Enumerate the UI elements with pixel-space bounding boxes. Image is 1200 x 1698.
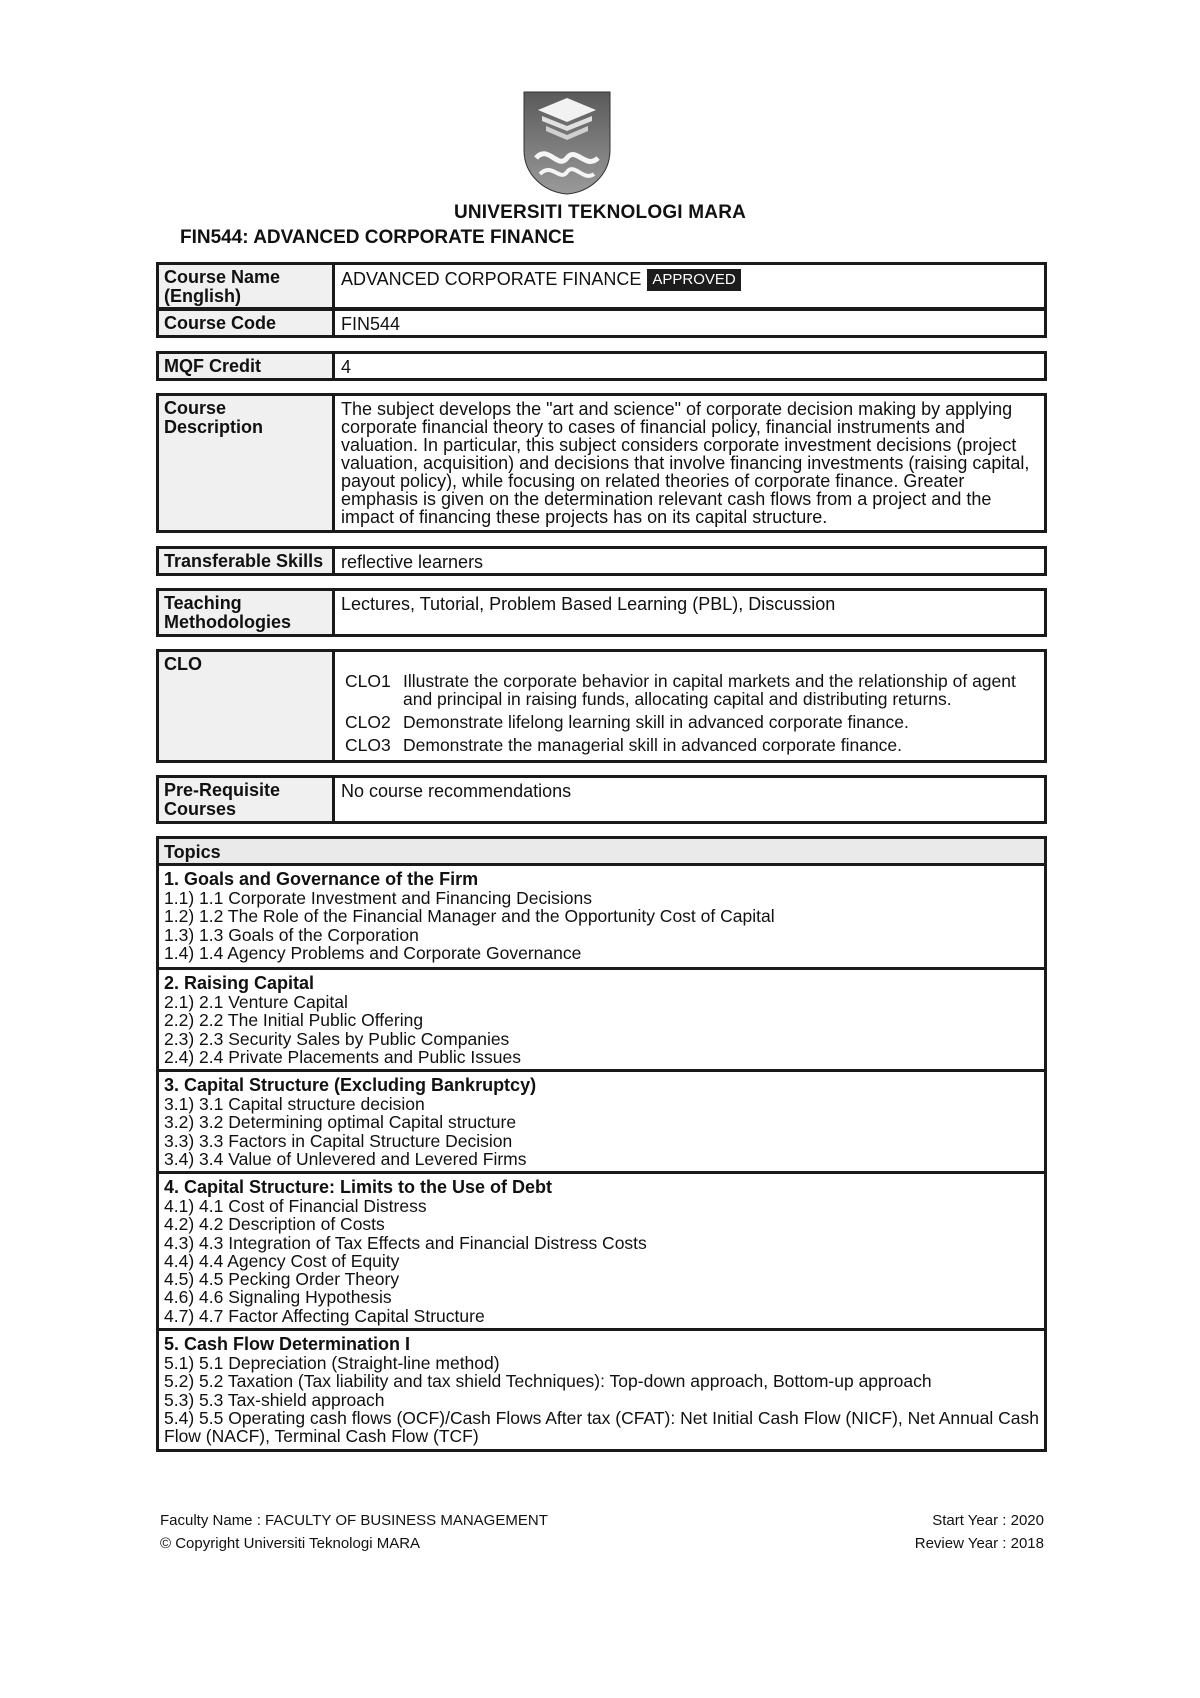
- course-name-value: [335, 265, 1044, 307]
- prerequisite-value: No course recommendations: [341, 781, 572, 801]
- subtopic: 4.6) 4.6 Signaling Hypothesis: [164, 1287, 392, 1308]
- subtopic: 1.2) 1.2 The Role of the Financial Manager and the Opportunity Cost of Capital: [164, 906, 775, 927]
- uitm-crest-icon: [522, 90, 612, 196]
- clo-code: CLO1: [345, 671, 391, 691]
- subtopic: 2.1) 2.1 Venture Capital: [164, 992, 348, 1012]
- teaching-methodologies-label: Teaching Methodologies: [159, 591, 335, 634]
- subtopic: 2.2) 2.2 The Initial Public Offering: [164, 1010, 424, 1031]
- subtopic: 4.3) 4.3 Integration of Tax Effects and Financial Distress Costs: [164, 1232, 647, 1253]
- topic-block: [159, 967, 1044, 1069]
- subtopic: 1.1) 1.1 Corporate Investment and Financing Decisions: [164, 888, 593, 908]
- clo-table: [345, 670, 1038, 757]
- topic-title: 5. Cash Flow Determination I: [164, 1334, 411, 1354]
- course-code-label: Course Code: [159, 311, 335, 335]
- clo-item: [345, 711, 1038, 734]
- subtopic: 4.1) 4.1 Cost of Financial Distress: [164, 1196, 427, 1216]
- subtopic: 4.5) 4.5 Pecking Order Theory: [164, 1269, 400, 1290]
- footer-copyright: © Copyright Universiti Teknologi MARA: [160, 1535, 421, 1552]
- clo-text: Illustrate the corporate behavior in capital markets and the relationship of agent and principal in raising funds, allocating capital and distributing returns.: [403, 671, 1016, 709]
- clo-value: [335, 652, 1044, 760]
- university-title: UNIVERSITI TEKNOLOGI MARA: [453, 202, 747, 223]
- subtopic: 4.2) 4.2 Description of Costs: [164, 1214, 385, 1235]
- subtopic: 3.1) 3.1 Capital structure decision: [164, 1094, 425, 1114]
- topic-block: [159, 1171, 1044, 1328]
- course-name-row: [156, 262, 1047, 310]
- subtopic: 5.1) 5.1 Depreciation (Straight-line method): [164, 1353, 500, 1373]
- topic-block: [159, 866, 1044, 967]
- topics-header: Topics: [159, 839, 1044, 866]
- course-name-text: ADVANCED CORPORATE FINANCE: [341, 269, 642, 289]
- subtopic: 2.3) 2.3 Security Sales by Public Companies: [164, 1028, 510, 1049]
- clo-text: Demonstrate lifelong learning skill in advanced corporate finance.: [403, 712, 909, 732]
- topic-title: 3. Capital Structure (Excluding Bankruptcy): [164, 1075, 537, 1095]
- footer-faculty: Faculty Name : FACULTY OF BUSINESS MANAGEMENT: [160, 1512, 548, 1529]
- transferable-skills-row: [156, 546, 1047, 576]
- teaching-methodologies-row: [156, 588, 1047, 637]
- subtopic: 3.4) 3.4 Value of Unlevered and Levered Firms: [164, 1148, 527, 1169]
- subtopic: 4.7) 4.7 Factor Affecting Capital Structure: [164, 1305, 485, 1326]
- subtopic: 4.4) 4.4 Agency Cost of Equity: [164, 1250, 400, 1271]
- subtopic: 3.3) 3.3 Factors in Capital Structure Decision: [164, 1130, 513, 1151]
- subtopic: 3.2) 3.2 Determining optimal Capital structure: [164, 1112, 517, 1133]
- transferable-skills-value: reflective learners: [341, 552, 484, 572]
- subtopic: 5.2) 5.2 Taxation (Tax liability and tax shield Techniques): Top-down approach, Bottom-up approach: [164, 1371, 932, 1392]
- status-badge: APPROVED: [647, 269, 740, 291]
- course-code-row: [156, 308, 1047, 338]
- mqf-credit-label: MQF Credit: [159, 354, 335, 378]
- course-name-label: Course Name (English): [159, 265, 335, 307]
- subtopic: 5.4) 5.5 Operating cash flows (OCF)/Cash Flows After tax (CFAT): Net Initial Cash Flow (NICF), Net Annual Cash Flow (NACF), Terminal Cash Flow (TCF): [164, 1407, 1039, 1447]
- topics-table: [156, 836, 1047, 1452]
- topic-block: [159, 1328, 1044, 1449]
- transferable-skills-label: Transferable Skills: [159, 549, 335, 573]
- clo-item: [345, 734, 1038, 757]
- clo-code: CLO2: [345, 712, 391, 732]
- subtopic: 1.3) 1.3 Goals of the Corporation: [164, 924, 419, 945]
- topic-title: 2. Raising Capital: [164, 973, 315, 993]
- clo-row: [156, 649, 1047, 763]
- topic-block: [159, 1069, 1044, 1171]
- topic-title: 4. Capital Structure: Limits to the Use of Debt: [164, 1177, 553, 1197]
- course-description-label: Course Description: [159, 396, 335, 530]
- footer-review-year: Review Year : 2018: [914, 1535, 1044, 1552]
- clo-text: Demonstrate the managerial skill in advanced corporate finance.: [403, 735, 903, 755]
- topic-title: 1. Goals and Governance of the Firm: [164, 869, 479, 889]
- clo-code: CLO3: [345, 735, 391, 755]
- prerequisite-row: [156, 775, 1047, 824]
- clo-label: CLO: [159, 652, 335, 760]
- subtopic: 5.3) 5.3 Tax-shield approach: [164, 1389, 385, 1410]
- teaching-methodologies-value: Lectures, Tutorial, Problem Based Learning (PBL), Discussion: [341, 594, 836, 614]
- course-description-row: [156, 393, 1047, 533]
- course-code-value: FIN544: [341, 314, 401, 334]
- subtopic: 1.4) 1.4 Agency Problems and Corporate Governance: [164, 942, 582, 963]
- course-description-value: The subject develops the "art and science" of corporate decision making by applying corporate financial theory to cases of financial policy, financial instruments and valuation. In particular, this subject considers corporate investment decisions (project valuation, acquisition) and decisions that involve financing investments (raising capital, payout policy), while focusing on related theories of corporate finance. Greater emphasis is given on the determination relevant cash flows from a project and the impact of financing these projects has on its capital structure.: [341, 399, 1030, 527]
- footer-start-year: Start Year : 2020: [932, 1512, 1044, 1529]
- prerequisite-label: Pre-Requisite Courses: [159, 778, 335, 821]
- mqf-credit-value: 4: [341, 357, 352, 377]
- clo-item: [345, 670, 1038, 711]
- subtopic: 2.4) 2.4 Private Placements and Public Issues: [164, 1046, 521, 1067]
- mqf-credit-row: [156, 351, 1047, 381]
- course-heading: FIN544: ADVANCED CORPORATE FINANCE: [180, 227, 575, 248]
